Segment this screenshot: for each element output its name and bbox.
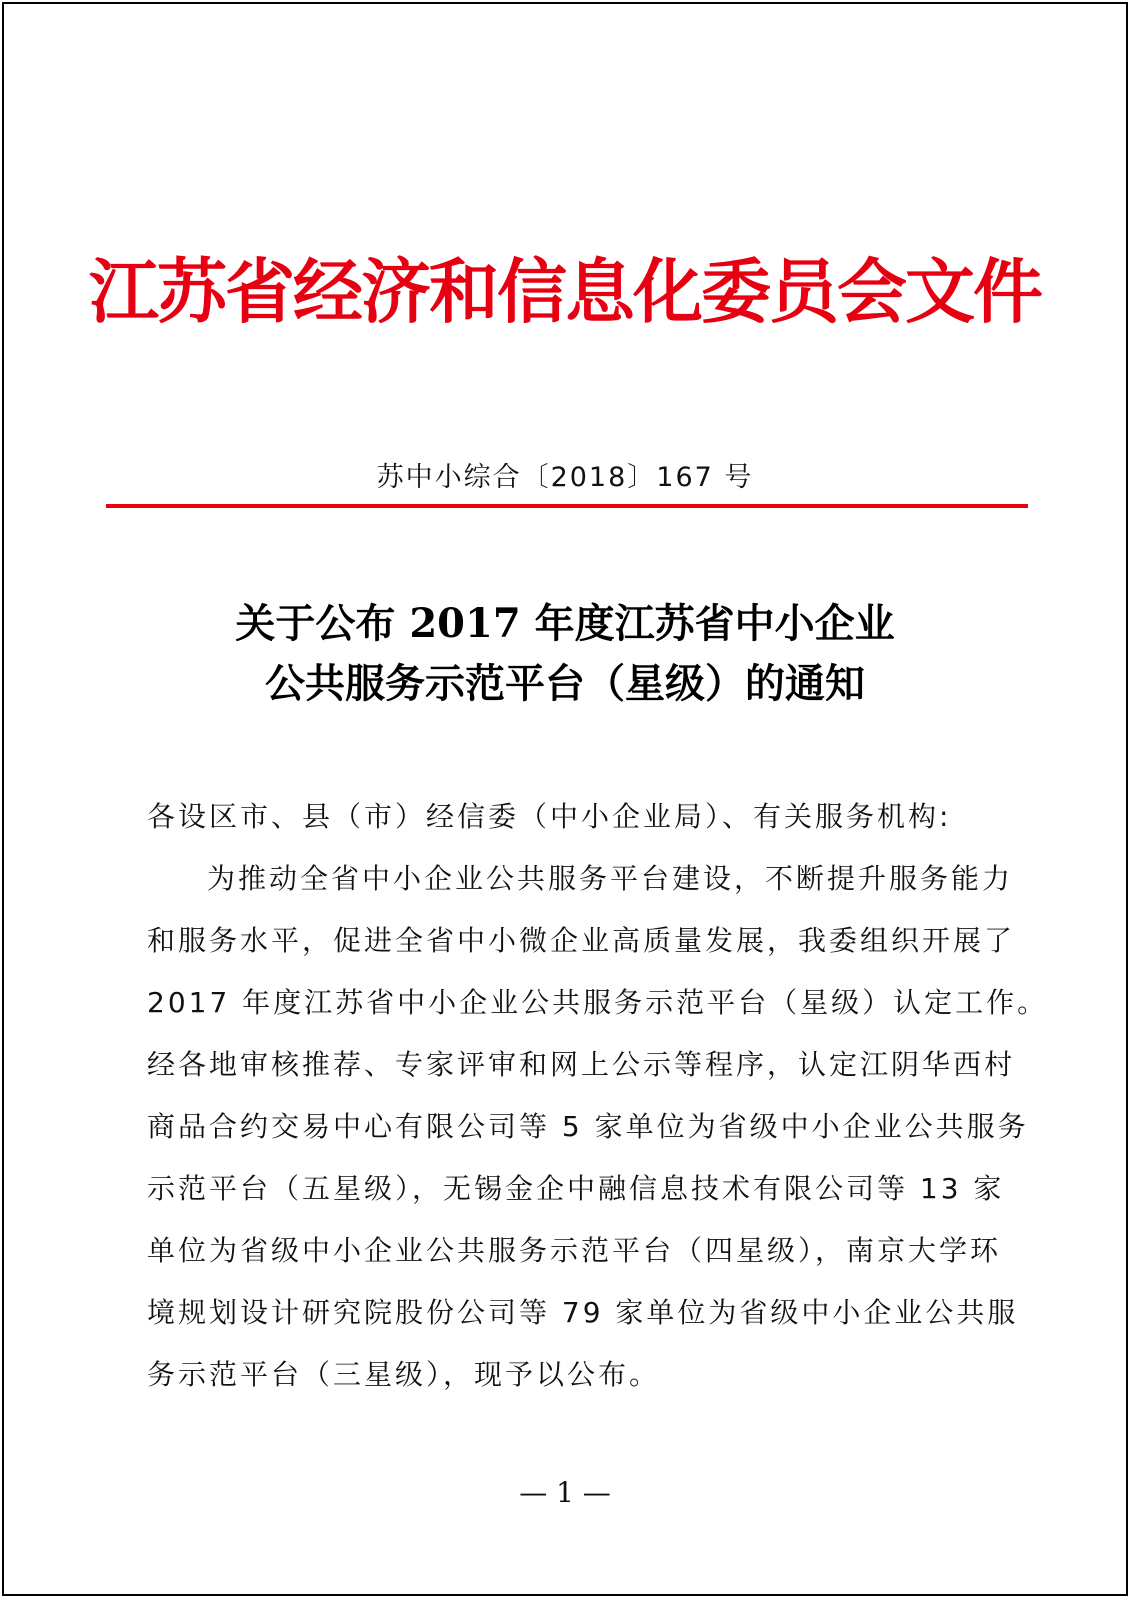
body-line: 示范平台（五星级），无锡金企中融信息技术有限公司等 13 家 — [147, 1172, 1005, 1205]
body-line: 为推动全省中小企业公共服务平台建设，不断提升服务能力 — [207, 862, 1014, 895]
notice-body — [147, 786, 1049, 1406]
red-divider-rule — [106, 504, 1028, 508]
body-line: 务示范平台（三星级），现予以公布。 — [147, 1358, 661, 1391]
salutation-line: 各设区市、县（市）经信委（中小企业局）、有关服务机构: — [147, 800, 952, 833]
body-line: 单位为省级中小企业公共服务示范平台（四星级），南京大学环 — [147, 1234, 1002, 1267]
page-number: — 1 — — [519, 1476, 611, 1509]
body-line: 和服务水平，促进全省中小微企业高质量发展，我委组织开展了 — [147, 924, 1016, 957]
notice-title-line-2: 公共服务示范平台（星级）的通知 — [265, 660, 865, 707]
notice-title — [4, 594, 1126, 714]
document-number: 苏中小综合〔2018〕167 号 — [376, 462, 754, 493]
body-line: 经各地审核推荐、专家评审和网上公示等程序，认定江阴华西村 — [147, 1048, 1016, 1081]
body-line: 境规划设计研究院股份公司等 79 家单位为省级中小企业公共服 — [147, 1296, 1019, 1329]
body-line: 商品合约交易中心有限公司等 5 家单位为省级中小企业公共服务 — [147, 1110, 1029, 1143]
body-line: 2017 年度江苏省中小企业公共服务示范平台（星级）认定工作。 — [147, 986, 1049, 1019]
document-page — [2, 2, 1128, 1596]
masthead-title: 江苏省经济和信息化委员会文件 — [89, 250, 1041, 333]
notice-title-line-1: 关于公布 2017 年度江苏省中小企业 — [235, 600, 895, 647]
